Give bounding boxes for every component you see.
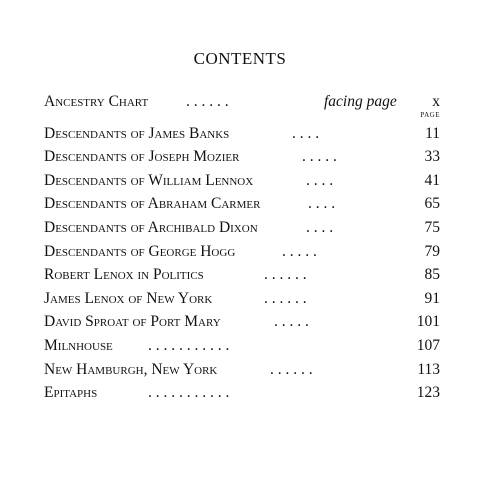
toc-entry-page: 33 [424,148,440,166]
dot-leader: . . . . [308,195,336,213]
toc-entry-page: 101 [416,313,440,331]
toc-entry-page: 85 [424,266,440,284]
dot-leader: . . . . [306,218,334,236]
toc-entry-title: Descendants of James Banks [44,124,230,142]
toc-entry-title: Milnhouse [44,336,113,354]
toc-entry[interactable] [44,290,440,314]
toc-entry-title: Descendants of Abraham Carmer [44,195,261,213]
toc-entry-page: 107 [416,336,440,354]
dot-leader: . . . . . . [186,93,229,110]
toc-entries [44,125,440,408]
toc-entry-title: New Hamburgh, New York [44,360,218,378]
page-column-label: PAGE [420,110,440,119]
dot-leader: . . . . . . . . . . . [148,384,230,402]
toc-entry-ancestry-chart[interactable] [44,93,440,117]
dot-leader: . . . . [306,171,334,189]
toc-entry[interactable] [44,148,440,172]
toc-entry[interactable] [44,313,440,337]
dot-leader: . . . . . [282,242,317,260]
toc-entry-title: Descendants of Archibald Dixon [44,218,258,236]
toc-entry-page: 65 [424,195,440,213]
toc-entry-title: Descendants of William Lennox [44,171,254,189]
facing-page-note: facing page [324,93,397,110]
table-of-contents [44,93,440,408]
toc-entry-title: Descendants of George Hogg [44,242,236,260]
toc-entry-page: 91 [424,289,440,307]
page-title: CONTENTS [193,49,287,68]
toc-entry-page: 113 [417,360,440,378]
toc-entry-title: Ancestry Chart [44,93,149,110]
dot-leader: . . . . . . [264,289,307,307]
toc-entry[interactable] [44,125,440,149]
toc-entry[interactable] [44,361,440,385]
toc-entry-page: 41 [424,171,440,189]
toc-entry-page: 75 [424,218,440,236]
toc-entry-page: 123 [416,384,440,402]
toc-entry-title: David Sproat of Port Mary [44,313,221,331]
dot-leader: . . . . [292,124,320,142]
dot-leader: . . . . . . . . . . . [148,336,230,354]
toc-entry-page: x [432,93,440,110]
toc-entry[interactable] [44,243,440,267]
toc-entry[interactable] [44,384,440,408]
toc-entry[interactable] [44,195,440,219]
toc-entry[interactable] [44,337,440,361]
dot-leader: . . . . . [274,313,309,331]
toc-entry-title: Robert Lenox in Politics [44,266,204,284]
toc-entry-page: 79 [424,242,440,260]
toc-entry-title: Descendants of Joseph Mozier [44,148,240,166]
toc-entry-page: 11 [425,124,440,142]
dot-leader: . . . . . . [264,266,307,284]
dot-leader: . . . . . . [270,360,313,378]
dot-leader: . . . . . [302,148,337,166]
toc-entry[interactable] [44,219,440,243]
toc-entry[interactable] [44,266,440,290]
toc-entry-title: Epitaphs [44,384,98,402]
toc-entry[interactable] [44,172,440,196]
toc-entry-title: James Lenox of New York [44,289,213,307]
